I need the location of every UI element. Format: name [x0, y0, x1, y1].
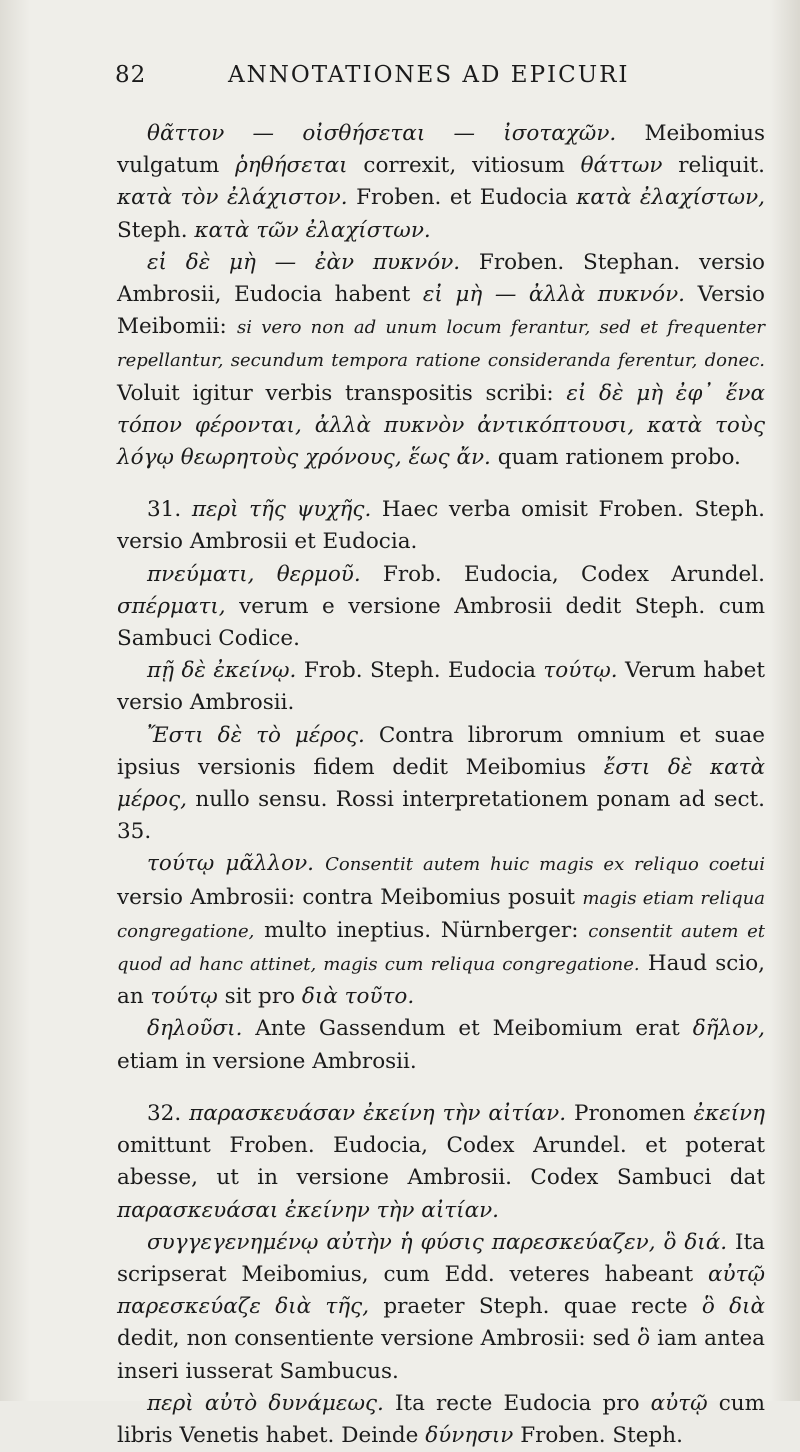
commentary-text: Frob. Steph. Eudocia — [296, 658, 544, 684]
greek-text: εἰ δὲ μὴ — ἐὰν πυκνόν. — [147, 249, 461, 275]
annotation-text — [117, 118, 765, 1452]
greek-text: θᾶττον — οἰσθήσεται — ἰσοταχῶν. — [147, 121, 617, 146]
commentary-text: Verum habet versio Ambrosii. — [117, 658, 766, 716]
commentary-text: sit pro — [217, 984, 302, 1010]
commentary-text: Meibomius vulgatum — [117, 121, 765, 179]
commentary-text: nullo sensu. Rossi interpretationem ponam ad sect. 35. — [117, 787, 765, 845]
greek-text: δύνησιν — [425, 1422, 514, 1448]
greek-text: πνεύματι, θερμοῦ. — [147, 561, 361, 587]
greek-text: διὰ τοῦτο. — [301, 984, 415, 1010]
commentary-text: Froben. Stephan. versio Ambrosii, Eudocia habent — [117, 249, 765, 308]
greek-text: περὶ τῆς ψυχῆς. — [191, 497, 372, 523]
commentary-text — [314, 851, 325, 876]
commentary-text: quam rationem probo. — [490, 445, 741, 471]
latin-quotation: consentit autem et quod ad hanc attinet, magis cum reliqua congregatione. — [117, 920, 766, 976]
commentary-text: Versio Meibomii: — [117, 282, 765, 340]
commentary-text: Contra librorum omnium et suae ipsius versionis fidem dedit Meibomius — [117, 722, 765, 780]
commentary-text: Haud scio, an — [117, 951, 766, 1010]
commentary-text: Ita recte Eudocia pro — [383, 1390, 651, 1416]
paragraph — [117, 247, 765, 474]
commentary-text: Ita scripserat Meibomius, cum Edd. veteres habeant — [117, 1229, 765, 1287]
paragraph — [117, 1098, 765, 1227]
greek-text: κατὰ τῶν ἐλαχίστων. — [194, 217, 431, 243]
latin-quotation: magis etiam reliqua congregatione, — [117, 887, 765, 942]
greek-text: πῇ δὲ ἐκείνῳ. — [147, 658, 297, 684]
paragraph — [117, 1013, 765, 1077]
greek-text: θάττων — [580, 153, 663, 179]
greek-text: εἰ δὲ μὴ ἐφ᾽ ἕνα τόπον φέρονται, ἀλλὰ πυκνὸν ἀντικόπτουσι, κατὰ τοὺς λόγῳ θεωρητοὺς χρόνους, ἕως ἄν. — [117, 380, 765, 471]
commentary-text: dedit, non consentiente versione Ambrosii: sed — [117, 1326, 638, 1352]
greek-text: ῥηθήσεται — [235, 153, 348, 179]
greek-text: τούτῳ. — [543, 658, 618, 684]
greek-text: κατὰ τὸν ἐλάχιστον. — [117, 185, 348, 211]
greek-text: παρασκευάσαν ἐκείνη τὴν αἰτίαν. — [189, 1100, 567, 1126]
greek-text: ἐκείνη — [693, 1100, 766, 1126]
greek-text: εἰ μὴ — ἀλλὰ πυκνόν. — [422, 282, 686, 308]
commentary-text: cum libris Venetis habet. Deinde — [117, 1390, 765, 1448]
paragraph — [117, 559, 765, 656]
paragraph — [117, 720, 765, 849]
commentary-text: Froben. et Eudocia — [347, 185, 577, 211]
running-title: ANNOTATIONES AD EPICURI — [228, 62, 630, 88]
commentary-text: verum e versione Ambrosii dedit Steph. cum Sambuci Codice. — [117, 593, 765, 652]
commentary-text: etiam in versione Ambrosii. — [117, 1048, 417, 1074]
greek-text: περὶ αὐτὸ δυνάμεως. — [147, 1390, 384, 1416]
greek-text: κατὰ ἐλαχίστων, — [576, 185, 765, 211]
commentary-text: praeter Steph. quae recte — [369, 1294, 702, 1320]
greek-text: τούτῳ μᾶλλον. — [147, 851, 314, 877]
greek-text: συγγεγενημένῳ αὐτὴν ἡ φύσις παρεσκεύαζεν, ὃ διά. — [147, 1229, 728, 1255]
commentary-text: 32. — [147, 1100, 190, 1126]
paragraph — [117, 1388, 765, 1452]
latin-quotation: si vero non ad unum locum ferantur, sed et frequenter repellantur, secundum tempora ratione consideranda ferentur, donec. — [117, 317, 765, 372]
commentary-text: Ante Gassendum et Meibomium erat — [242, 1016, 693, 1042]
commentary-text: Steph. — [117, 217, 195, 243]
paragraph — [117, 494, 765, 558]
page-number: 82 — [115, 62, 147, 88]
greek-text: ὃ διὰ — [701, 1294, 765, 1320]
commentary-text: omittunt Froben. Eudocia, Codex Arundel. et poterat abesse, ut in versione Ambrosii. Codex Sambuci dat — [117, 1133, 765, 1191]
paragraph — [117, 655, 765, 719]
commentary-text: 31. — [147, 497, 192, 523]
commentary-text: iam antea inseri iusserat Sambucus. — [117, 1326, 765, 1384]
commentary-text: Haec verba omisit Froben. Steph. versio Ambrosii et Eudocia. — [117, 497, 765, 555]
commentary-text: reliquit. — [662, 153, 765, 179]
paragraph — [117, 1227, 765, 1388]
greek-text: τούτῳ — [150, 984, 218, 1010]
commentary-text: Pronomen — [566, 1100, 694, 1126]
commentary-text: Frob. Eudocia, Codex Arundel. — [360, 561, 765, 587]
greek-text: σπέρματι, — [117, 593, 226, 619]
greek-text: ἔστι δὲ κατὰ μέρος, — [117, 754, 765, 813]
commentary-text: multo ineptius. Nürnberger: — [254, 917, 589, 943]
paragraph — [117, 848, 765, 1013]
commentary-text: versio Ambrosii: contra Meibomius posuit — [117, 884, 583, 910]
greek-text: παρασκευάσαι ἐκείνην τὴν αἰτίαν. — [117, 1197, 500, 1223]
commentary-text: Voluit igitur verbis transpositis scribi: — [117, 380, 567, 406]
greek-text: δῆλον, — [692, 1016, 765, 1042]
greek-text: αὐτῷ — [650, 1390, 708, 1416]
greek-text: ὃ — [637, 1326, 651, 1352]
greek-text: δηλοῦσι. — [147, 1016, 243, 1042]
commentary-text: Froben. Steph. — [513, 1422, 683, 1448]
paragraph — [117, 118, 765, 247]
latin-quotation: Consentit autem huic magis ex reliquo coetui — [325, 854, 765, 876]
commentary-text: correxit, vitiosum — [347, 153, 581, 179]
greek-text: Ἔστι δὲ τὸ μέρος. — [147, 722, 365, 748]
greek-text: αὐτῷ παρεσκεύαζε διὰ τῆς, — [117, 1261, 765, 1320]
